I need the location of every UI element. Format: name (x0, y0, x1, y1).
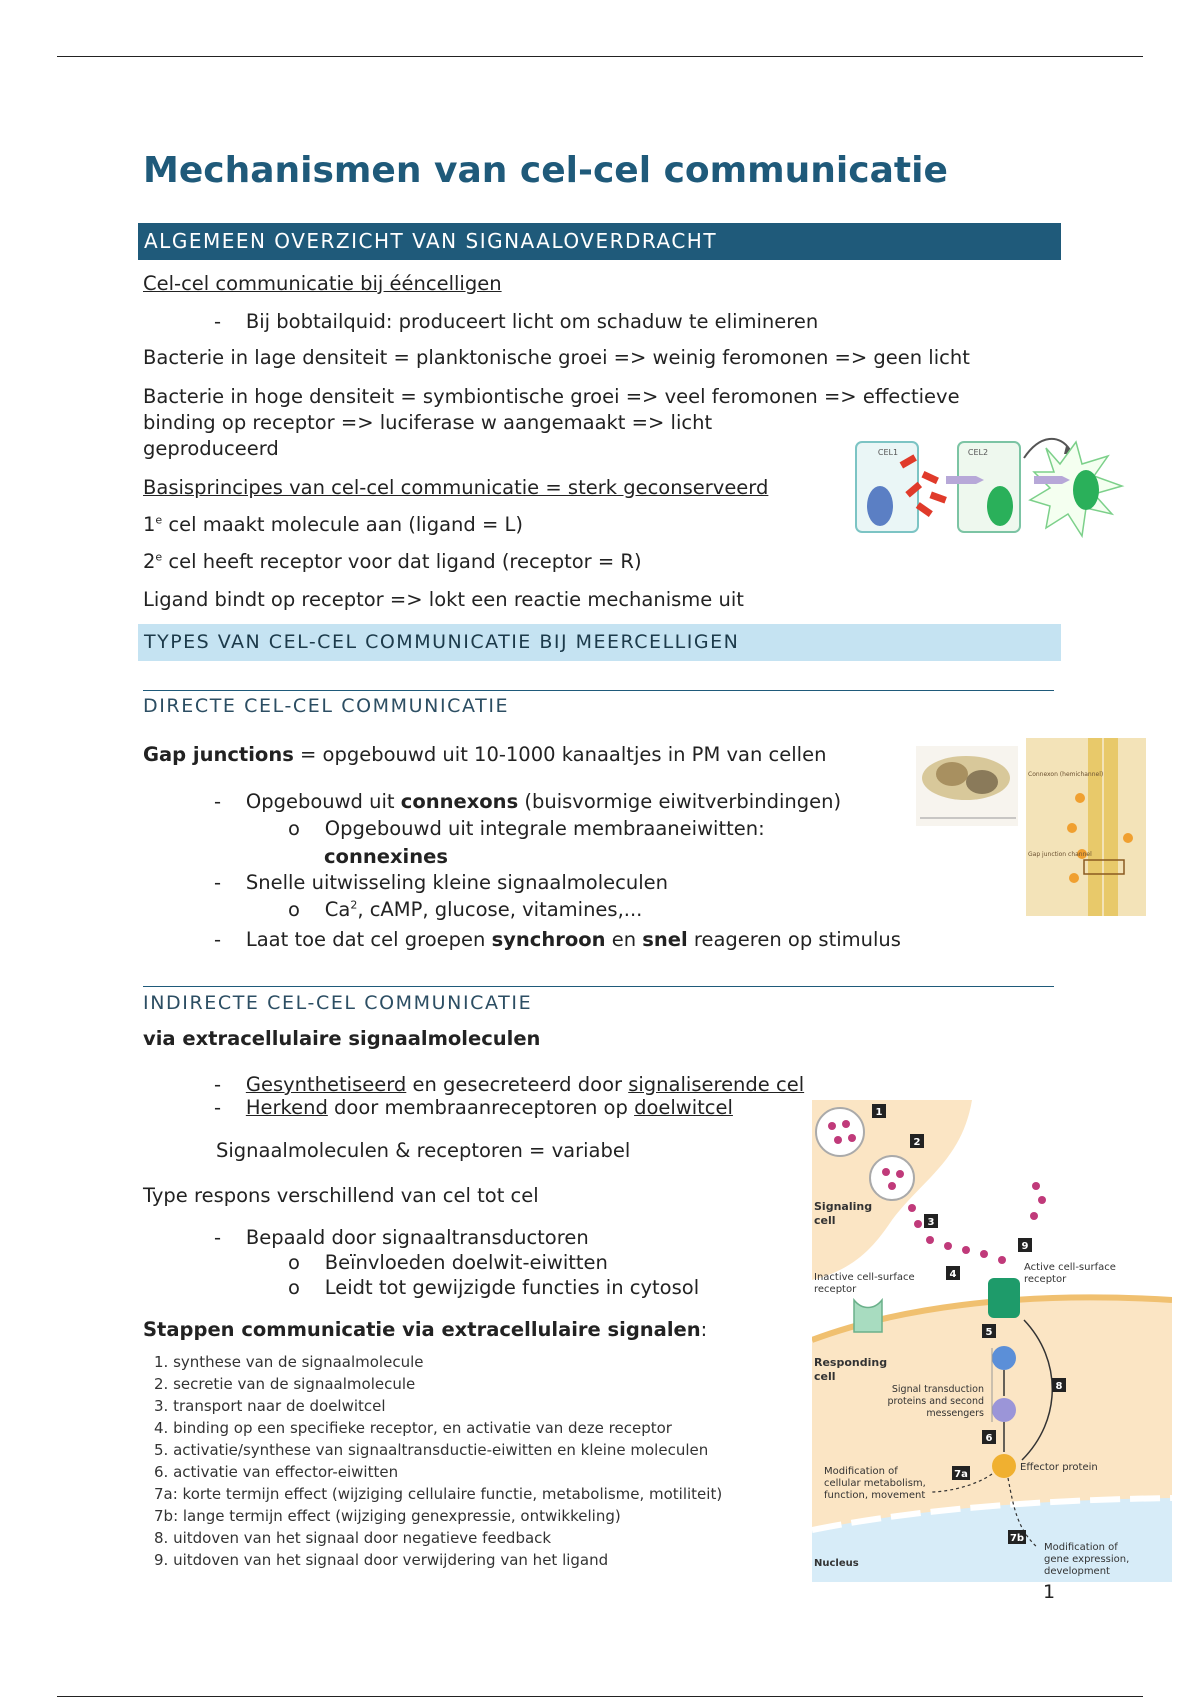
molecule-dot (842, 1120, 850, 1128)
gene-expression-label: Modification of (1044, 1542, 1118, 1553)
sub-list-item: o Leidt tot gewijzigde functies in cytosol (288, 1276, 700, 1299)
inactive-receptor-label-2: receptor (814, 1284, 857, 1295)
molecule-dot (888, 1182, 896, 1190)
membrane-band (1088, 738, 1102, 916)
subheading-basisprincipes: Basisprincipes van cel-cel communicatie = sterk geconserveerd (143, 476, 769, 499)
list-item: - Bij bobtailquid: produceert licht om schaduw te elimineren (214, 310, 819, 333)
molecule-dot (914, 1220, 922, 1228)
step-badge-label: 6 (985, 1433, 993, 1444)
molecule-dot (1030, 1212, 1038, 1220)
paragraph-hoge-densiteit-2: binding op receptor => luciferase w aangemaakt => licht (143, 411, 713, 434)
connexon-structure (966, 770, 998, 794)
molecule-dot (828, 1122, 836, 1130)
signal-transduction-label-3: messengers (926, 1408, 984, 1419)
paragraph-hoge-densiteit-1: Bacterie in hoge densiteit = symbiontische groei => veel feromonen => effectieve (143, 385, 960, 408)
step-badge-label: 3 (927, 1217, 935, 1228)
step-badge-label: 2 (913, 1137, 921, 1148)
gap-junction-figure (912, 738, 1148, 918)
step-badge-label: 9 (1021, 1241, 1029, 1252)
sub-list-item-continuation: connexines (324, 845, 448, 868)
subheading-eencelligen: Cel-cel communicatie bij ééncelligen (143, 272, 502, 295)
step-item: 3. transport naar de doelwitcel (154, 1397, 386, 1415)
effector-protein-label: Effector protein (1020, 1462, 1098, 1473)
responding-cell-label-2: cell (814, 1370, 836, 1383)
step-item: 5. activatie/synthese van signaaltransductie-eiwitten en kleine moleculen (154, 1441, 709, 1459)
list-item: - Snelle uitwisseling kleine signaalmoleculen (214, 871, 668, 894)
inactive-receptor-label: Inactive cell-surface (814, 1272, 915, 1283)
molecule-dot (1123, 833, 1133, 843)
paragraph-ligand: Ligand bindt op receptor => lokt een reactie mechanisme uit (143, 588, 744, 611)
vesicle (870, 1156, 914, 1200)
paragraph-via-extracellulair: via extracellulaire signaalmoleculen (143, 1027, 541, 1050)
step-item: 9. uitdoven van het signaal door verwijdering van het ligand (154, 1551, 609, 1569)
paragraph-lage-densiteit: Bacterie in lage densiteit = planktonische groei => weinig feromonen => geen licht (143, 346, 970, 369)
molecule-dot (944, 1242, 952, 1250)
paragraph-cel1: 1e cel maakt molecule aan (ligand = L) (143, 513, 523, 536)
nucleus-label: Nucleus (814, 1558, 859, 1569)
page-title: Mechanismen van cel-cel communicatie (143, 150, 948, 191)
molecule-dot (908, 1204, 916, 1212)
subsection-heading-direct: DIRECTE CEL-CEL COMMUNICATIE (143, 695, 510, 717)
paragraph-respons: Type respons verschillend van cel tot cel (143, 1184, 539, 1207)
paragraph-stappen: Stappen communicatie via extracellulaire signalen: (143, 1318, 708, 1341)
gene-expression-label-3: development (1044, 1566, 1110, 1577)
paragraph-gap-junctions: Gap junctions = opgebouwd uit 10-1000 kanaaltjes in PM van cellen (143, 743, 827, 766)
step-badge-label: 1 (875, 1107, 883, 1118)
cell-ligand-receptor-figure (850, 428, 1130, 546)
molecule-dot (926, 1236, 934, 1244)
receptor-mark (946, 476, 984, 484)
molecule-dot (896, 1170, 904, 1178)
step-badge-label: 5 (985, 1327, 993, 1338)
molecule-dot (998, 1256, 1006, 1264)
molecule-dot (882, 1168, 890, 1176)
connexon-label: Connexon (hemichannel) (1028, 771, 1104, 778)
gap-channel-label: Gap junction channel (1028, 851, 1092, 858)
page-number: 1 (1043, 1581, 1056, 1603)
steps-list (154, 1351, 722, 1571)
signaling-cell-label: Signaling (814, 1200, 873, 1213)
active-receptor-label: Active cell-surface (1024, 1262, 1116, 1273)
sub-list-item: o Opgebouwd uit integrale membraaneiwitten: (288, 817, 765, 840)
second-messenger (992, 1398, 1016, 1422)
gap-channel-panel (1026, 738, 1146, 916)
molecule-dot (1069, 873, 1079, 883)
ligand-mark (921, 471, 938, 484)
molecule-dot (1038, 1196, 1046, 1204)
connexon-structure (936, 762, 968, 786)
step-badge-label: 8 (1055, 1381, 1063, 1392)
signaling-cell-label-2: cell (814, 1214, 836, 1227)
step-badge-label: 7b (1009, 1533, 1025, 1544)
subsection-rule (143, 986, 1054, 987)
section-heading-types: TYPES VAN CEL-CEL COMMUNICATIE BIJ MEERCELLIGEN (138, 624, 1061, 661)
subsection-heading-indirect: INDIRECTE CEL-CEL COMMUNICATIE (143, 992, 533, 1014)
step-badge-label: 4 (949, 1269, 957, 1280)
step-item: 7b: lange termijn effect (wijziging genexpressie, ontwikkeling) (154, 1507, 621, 1525)
cell2-nucleus (987, 486, 1013, 526)
top-rule (57, 56, 1143, 57)
sub-list-item: o Beïnvloeden doelwit-eiwitten (288, 1251, 608, 1274)
activated-nucleus (1073, 470, 1099, 510)
modification-label-2: cellular metabolism, (824, 1478, 926, 1489)
cell1-nucleus (867, 486, 893, 526)
modification-label-3: function, movement (824, 1490, 926, 1501)
molecule-dot (1032, 1182, 1040, 1190)
molecule-dot (848, 1134, 856, 1142)
step-item: 7a: korte termijn effect (wijziging cellulaire functie, metabolisme, motiliteit) (154, 1485, 723, 1503)
list-item: - Gesynthetiseerd en gesecreteerd door signaliserende cel (214, 1073, 805, 1096)
cell2-label: CEL2 (967, 448, 989, 457)
molecule-dot (980, 1250, 988, 1258)
gene-expression-label-2: gene expression, (1044, 1554, 1130, 1565)
vesicle (816, 1108, 864, 1156)
step-item: 1. synthese van de signaalmolecule (154, 1353, 424, 1371)
signaling-pathway-figure (812, 1100, 1172, 1582)
step-badge-label: 7a (954, 1469, 968, 1480)
paragraph-hoge-densiteit-3: geproduceerd (143, 437, 279, 460)
effector-protein (992, 1454, 1016, 1478)
subsection-rule (143, 690, 1054, 691)
paragraph-cel2: 2e cel heeft receptor voor dat ligand (receptor = R) (143, 550, 642, 573)
signal-transduction-label: Signal transduction (891, 1384, 984, 1395)
sub-list-item: o Ca$^2$, cAMP, glucose, vitamines,... (288, 898, 643, 921)
active-receptor-label-2: receptor (1024, 1274, 1067, 1285)
membrane-band (1104, 738, 1118, 916)
step-item: 2. secretie van de signaalmolecule (154, 1375, 416, 1393)
molecule-dot (1075, 793, 1085, 803)
list-item: - Opgebouwd uit connexons (buisvormige eiwitverbindingen) (214, 790, 842, 813)
step-item: 8. uitdoven van het signaal door negatieve feedback (154, 1529, 552, 1547)
step-item: 6. activatie van effector-eiwitten (154, 1463, 399, 1481)
molecule-dot (1067, 823, 1077, 833)
molecule-dot (962, 1246, 970, 1254)
paragraph-variabel: Signaalmoleculen & receptoren = variabel (216, 1139, 631, 1162)
step-item: 4. binding op een specifieke receptor, en activatie van deze receptor (154, 1419, 672, 1437)
list-item: - Herkend door membraanreceptoren op doelwitcel (214, 1096, 733, 1119)
cell1-label: CEL1 (877, 448, 899, 457)
list-item: - Bepaald door signaaltransductoren (214, 1226, 589, 1249)
list-item: - Laat toe dat cel groepen synchroon en snel reageren op stimulus (214, 928, 901, 951)
modification-label: Modification of (824, 1466, 898, 1477)
active-receptor (988, 1278, 1020, 1318)
transduction-protein (992, 1346, 1016, 1370)
section-heading-overview: ALGEMEEN OVERZICHT VAN SIGNAALOVERDRACHT (138, 223, 1061, 260)
ligand-mark (929, 492, 946, 504)
responding-cell-label: Responding (814, 1356, 888, 1369)
signal-transduction-label-2: proteins and second (887, 1396, 984, 1407)
bottom-rule (57, 1696, 1143, 1697)
molecule-dot (834, 1136, 842, 1144)
